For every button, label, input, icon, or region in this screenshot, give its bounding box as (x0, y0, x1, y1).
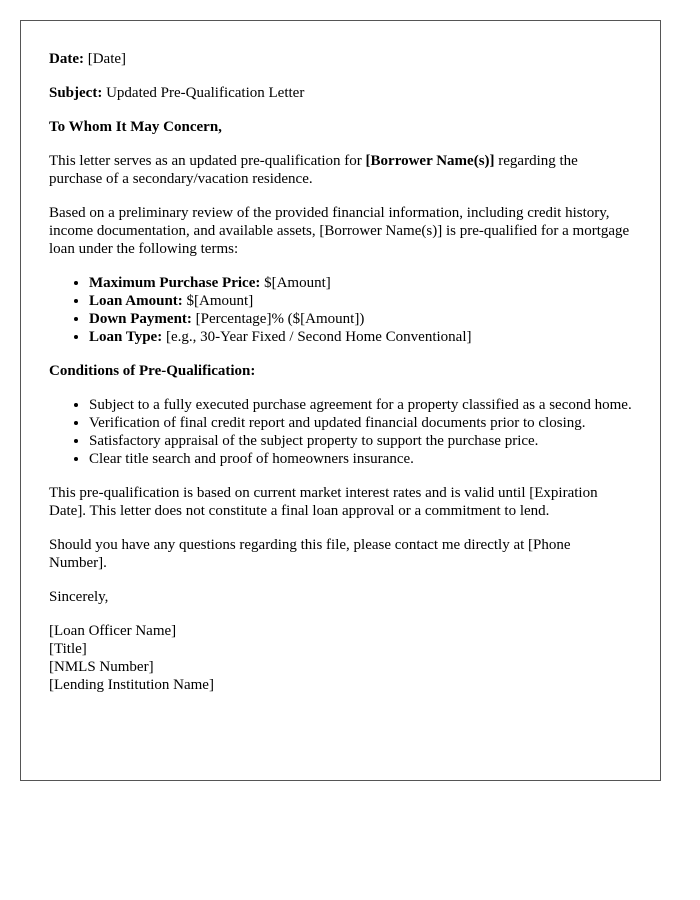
lending-institution: [Lending Institution Name] (49, 677, 214, 693)
salutation-text: To Whom It May Concern, (49, 119, 222, 135)
condition-item: • Subject to a fully executed purchase agreement for a property classified as a second home. (89, 396, 632, 414)
date-line (49, 50, 632, 68)
nmls-number: [NMLS Number] (49, 659, 154, 675)
subject-line (49, 84, 632, 102)
intro-paragraph (49, 152, 632, 188)
conditions-heading-text: Conditions of Pre-Qualification: (49, 363, 256, 379)
term-value: $[Amount] (264, 275, 331, 291)
term-label: Loan Amount: (89, 293, 183, 309)
intro-after: regarding the purchase of a secondary/vacation residence. (49, 153, 578, 187)
signature-block (49, 622, 632, 694)
letter-document (20, 20, 661, 781)
term-item-loan-amount (89, 292, 632, 310)
closing: Sincerely, (49, 589, 109, 605)
subject-value: Updated Pre-Qualification Letter (106, 85, 305, 101)
condition-item: • Verification of final credit report and updated financial documents prior to closing. (89, 414, 632, 432)
terms-list (49, 274, 632, 346)
term-value: [Percentage]% ($[Amount]) (195, 311, 365, 327)
conditions-list (49, 396, 632, 468)
term-value: [e.g., 30-Year Fixed / Second Home Conventional] (165, 329, 472, 345)
date-value: [Date] (87, 51, 127, 67)
condition-item: • Satisfactory appraisal of the subject property to support the purchase price. (89, 432, 632, 450)
intro-before: This letter serves as an updated pre-qualification for (49, 153, 362, 169)
term-item-max-purchase-price (89, 274, 632, 292)
contact-paragraph: Should you have any questions regarding this file, please contact me directly at [Phone Number]. (49, 537, 571, 571)
officer-title: [Title] (49, 641, 87, 657)
review-paragraph: Based on a preliminary review of the provided financial information, including credit history, income documentation, and available assets, [Borrower Name(s)] is pre-qualified for a mortgage loan under the following terms: (49, 205, 630, 257)
term-value: $[Amount] (186, 293, 254, 309)
term-label: Maximum Purchase Price: (89, 275, 261, 291)
term-item-down-payment (89, 310, 632, 328)
term-label: Down Payment: (89, 311, 192, 327)
condition-item: • Clear title search and proof of homeowners insurance. (89, 450, 632, 468)
officer-name: [Loan Officer Name] (49, 623, 177, 639)
intro-borrower: [Borrower Name(s)] (365, 153, 495, 169)
subject-label: Subject: (49, 85, 103, 101)
date-label: Date: (49, 51, 84, 67)
salutation (49, 118, 632, 136)
term-item-loan-type (89, 328, 632, 346)
term-label: Loan Type: (89, 329, 163, 345)
validity-paragraph: This pre-qualification is based on current market interest rates and is valid until [Expiration Date]. This letter does not constitute a final loan approval or a commitment to lend. (49, 485, 598, 519)
conditions-heading (49, 362, 632, 380)
